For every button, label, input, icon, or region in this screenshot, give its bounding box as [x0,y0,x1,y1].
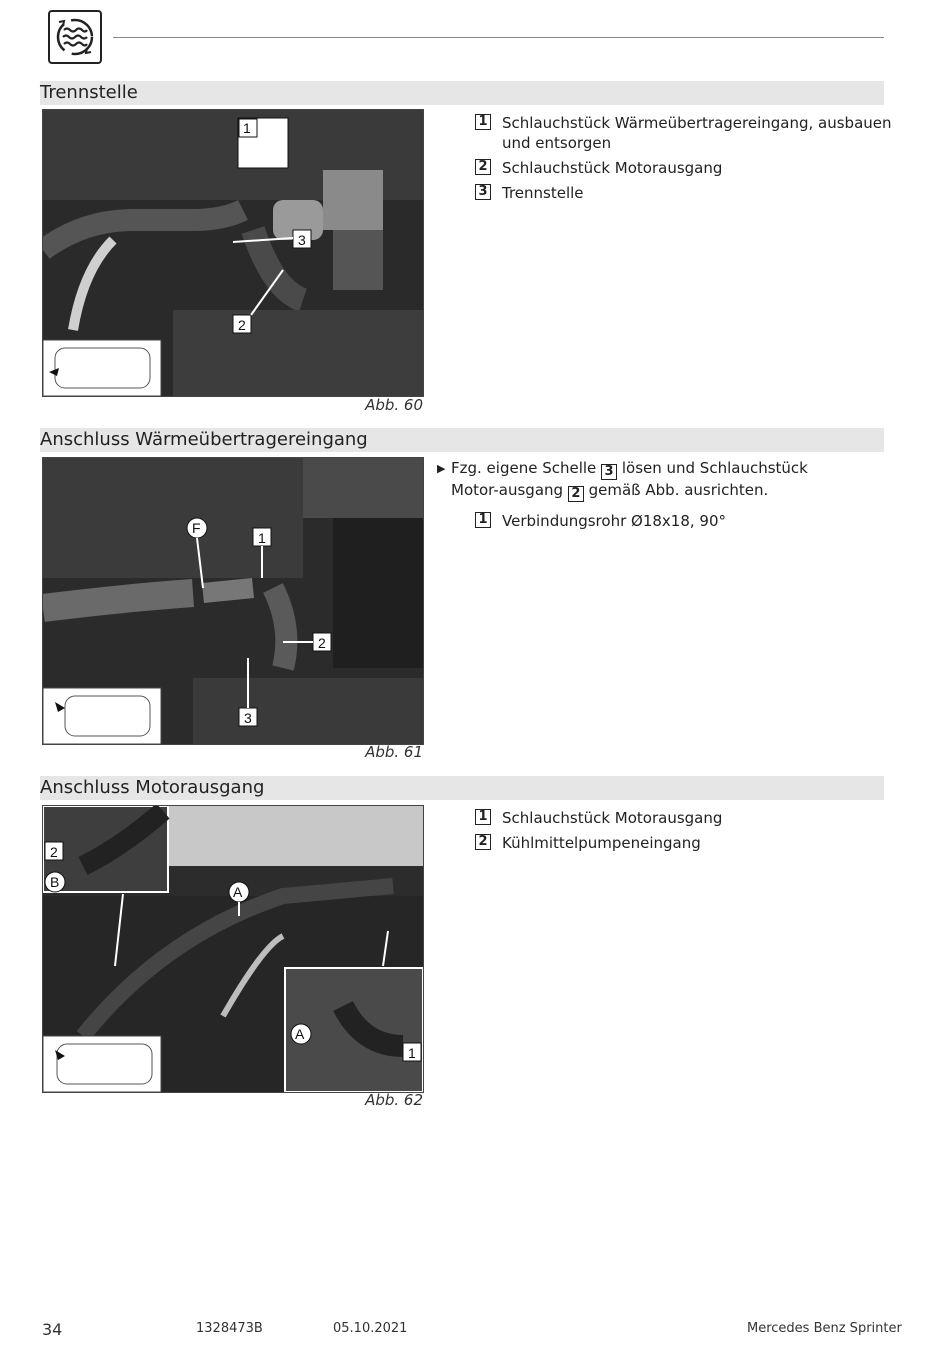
section-title-motorausgang: Anschluss Motorausgang [40,776,884,800]
callout-number: 1 [475,114,491,130]
photo-label: 1 [258,530,266,546]
callout-number: 2 [475,834,491,850]
callout-number: 1 [475,809,491,825]
photo-motorausgang [42,805,424,1093]
step-arrow-icon: ▶ [437,462,446,475]
photo-label: 2 [50,844,58,860]
callout-text: Verbindungsrohr Ø18x18, 90° [502,512,726,530]
heating-circulation-icon [48,10,102,64]
list-item [475,183,902,203]
list-item [475,833,902,853]
legend-list-motorausgang [475,808,902,858]
section-title-waermeuebertragereingang: Anschluss Wärmeübertragereingang [40,428,884,452]
list-item [475,158,902,178]
instruction-step [437,458,857,502]
callout-number: 1 [475,512,491,528]
vehicle-name: Mercedes Benz Sprinter [747,1321,902,1336]
callout-text: Schlauchstück Motorausgang [502,809,723,827]
instruction-text: Fzg. eigene Schelle [451,459,597,477]
photo-label: A [295,1026,305,1042]
photo-waermeuebertragereingang [42,457,424,745]
photo-label: 1 [408,1045,416,1061]
photo-label: A [233,884,243,900]
doc-number: 1328473B [196,1321,263,1336]
callout-ref: 3 [601,464,617,480]
legend-list-trennstelle [475,113,902,208]
photo-label: F [192,520,201,536]
callout-ref: 2 [568,486,584,502]
photo-label: 2 [318,635,326,651]
header-rule [113,37,884,38]
callout-text: Kühlmittelpumpeneingang [502,834,701,852]
legend-list-waermeuebertragereingang [475,511,902,536]
caption-abb-60: Abb. 60 [365,396,423,414]
photo-trennstelle [42,109,424,397]
callout-text: Trennstelle [502,184,584,202]
doc-date: 05.10.2021 [333,1321,408,1336]
section-title-trennstelle: Trennstelle [40,81,884,105]
instruction-text: gemäß Abb. ausrichten. [588,481,769,499]
photo-label: B [50,874,60,890]
caption-abb-61: Abb. 61 [365,743,423,761]
photo-label: 1 [243,120,251,136]
photo-label: 3 [244,710,252,726]
list-item [475,113,902,153]
callout-number: 3 [475,184,491,200]
photo-label: 2 [238,317,246,333]
photo-label: 3 [298,232,306,248]
instruction-text: lösen und Schlauchstück Motor-ausgang [451,459,808,499]
callout-number: 2 [475,159,491,175]
callout-text: Schlauchstück Wärmeübertragereingang, ausbauen und entsorgen [502,114,892,152]
list-item [475,808,902,828]
page-number: 34 [42,1320,63,1339]
caption-abb-62: Abb. 62 [365,1091,423,1109]
callout-text: Schlauchstück Motorausgang [502,159,723,177]
list-item [475,511,902,531]
